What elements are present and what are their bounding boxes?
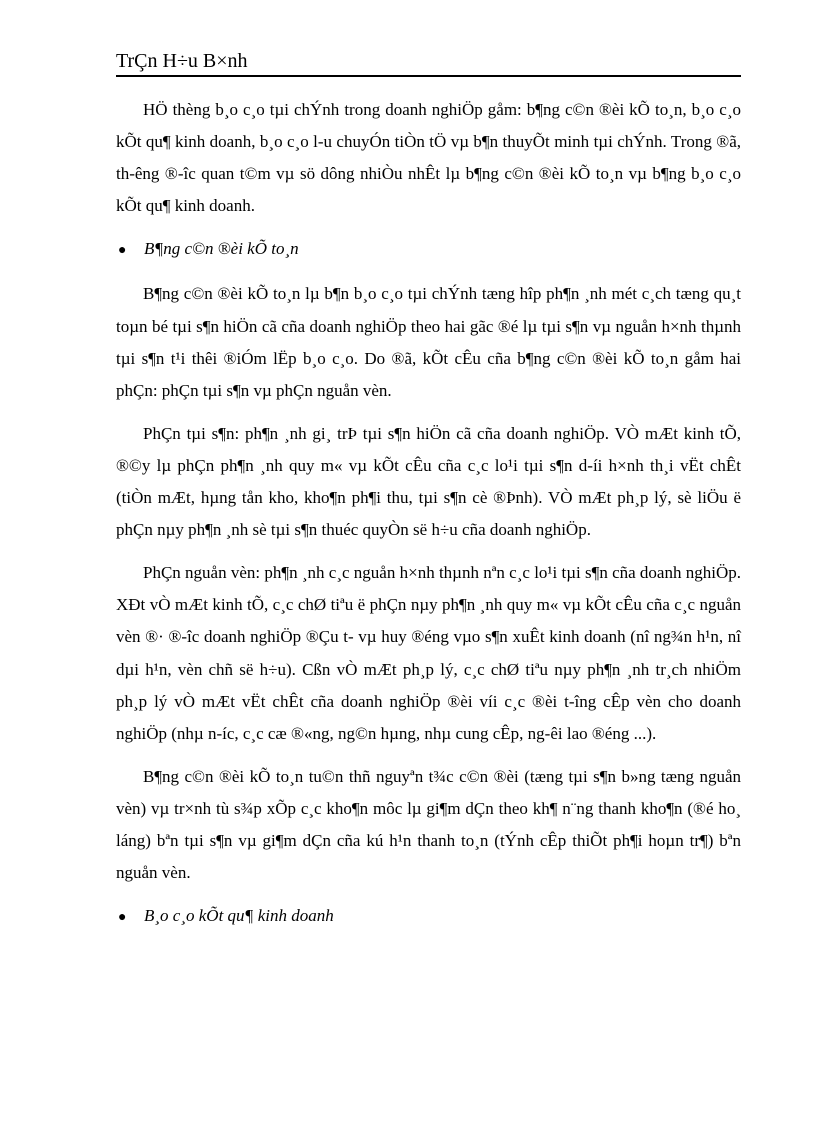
- document-body: [116, 94, 741, 945]
- paragraph: B¶ng c©n ®èi kÕ to¸n lµ b¶n b¸o c¸o tµi chÝnh tæng hîp ph¶n ¸nh mét c¸ch tæng qu¸t toµn bé tµi s¶n hiÖn cã cña doanh nghiÖp theo hai gãc ®é lµ tµi s¶n vµ nguån h×nh thµnh tµi s¶n t¹i thêi ®iÓm lËp b¸o c¸o. Do ®ã, kÕt cÊu cña b¶ng c©n ®èi kÕ to¸n gåm hai phÇn: phÇn tµi s¶n vµ phÇn nguån vèn.: [116, 284, 741, 400]
- bullet-heading-text: B¸o c¸o kÕt qu¶ kinh doanh: [144, 906, 334, 926]
- bullet-heading-text: B¶ng c©n ®èi kÕ to¸n: [144, 239, 299, 259]
- bullet-icon: ●: [118, 910, 127, 926]
- paragraph: B¶ng c©n ®èi kÕ to¸n tu©n thñ nguyªn t¾c c©n ®èi (tæng tµi s¶n b»ng tæng nguån vèn) vµ tr×nh tù s¾p xÕp c¸c kho¶n môc lµ gi¶m dÇn theo kh¶ n¨ng thanh kho¶n (®é ho¸ láng) bªn tµi s¶n vµ gi¶m dÇn cña kú h¹n thanh to¸n (tÝnh cÊp thiÕt ph¶i hoµn tr¶) bªn nguån vèn.: [116, 766, 741, 883]
- paragraph: PhÇn nguån vèn: ph¶n ¸nh c¸c nguån h×nh thµnh nªn c¸c lo¹i tµi s¶n cña doanh nghiÖp. XÐt vÒ mÆt kinh tÕ, c¸c chØ tiªu ë phÇn nµy ph¶n ¸nh quy m« vµ kÕt cÊu cña c¸c nguån vèn ®· ®-îc doanh nghiÖp ®Çu t- vµ huy ®éng vµo s¶n xuÊt kinh doanh (nî ng¾n h¹n, nî dµi h¹n, vèn chñ së h÷u). Cßn vÒ mÆt ph¸p lý, c¸c chØ tiªu nµy ph¶n ¸nh tr¸ch nhiÖm ph¸p lý vÒ mÆt vËt chÊt cña doanh nghiÖp ®èi víi c¸c ®èi t-îng cÊp vèn cho doanh nghiÖp (nhµ n-íc, c¸c cæ ®«ng, ng©n hµng, nhµ cung cÊp, ng-êi lao ®éng ...).: [116, 563, 741, 743]
- paragraph: HÖ thèng b¸o c¸o tµi chÝnh trong doanh nghiÖp gåm: b¶ng c©n ®èi kÕ to¸n, b¸o c¸o kÕt qu¶ kinh doanh, b¸o c¸o l-u chuyÓn tiÒn tÖ vµ b¶n thuyÕt minh tµi chÝnh. Trong ®ã, th-êng ®-îc quan t©m vµ sö dông nhiÒu nhÊt lµ b¶ng c©n ®èi kÕ to¸n vµ b¶ng b¸o c¸o kÕt qu¶ kinh doanh.: [116, 100, 741, 216]
- page-header: [116, 48, 741, 77]
- paragraph: PhÇn tµi s¶n: ph¶n ¸nh gi¸ trÞ tµi s¶n hiÖn cã cña doanh nghiÖp. VÒ mÆt kinh tÕ, ®©y lµ phÇn ph¶n ¸nh quy m« vµ kÕt cÊu cña c¸c lo¹i tµi s¶n d-íi h×nh th¸i vËt chÊt (tiÒn mÆt, hµng tån kho, kho¶n ph¶i thu, tµi s¶n cè ®Þnh). VÒ mÆt ph¸p lý, sè liÖu ë phÇn nµy ph¶n ¸nh sè tµi s¶n thuéc quyÒn së h÷u cña doanh nghiÖp.: [116, 423, 741, 540]
- header-divider: [116, 75, 741, 77]
- bullet-icon: ●: [118, 243, 127, 259]
- header-title: TrÇn H÷u B×nh: [116, 50, 248, 72]
- bullet-heading: [116, 900, 741, 934]
- bullet-heading: [116, 233, 741, 267]
